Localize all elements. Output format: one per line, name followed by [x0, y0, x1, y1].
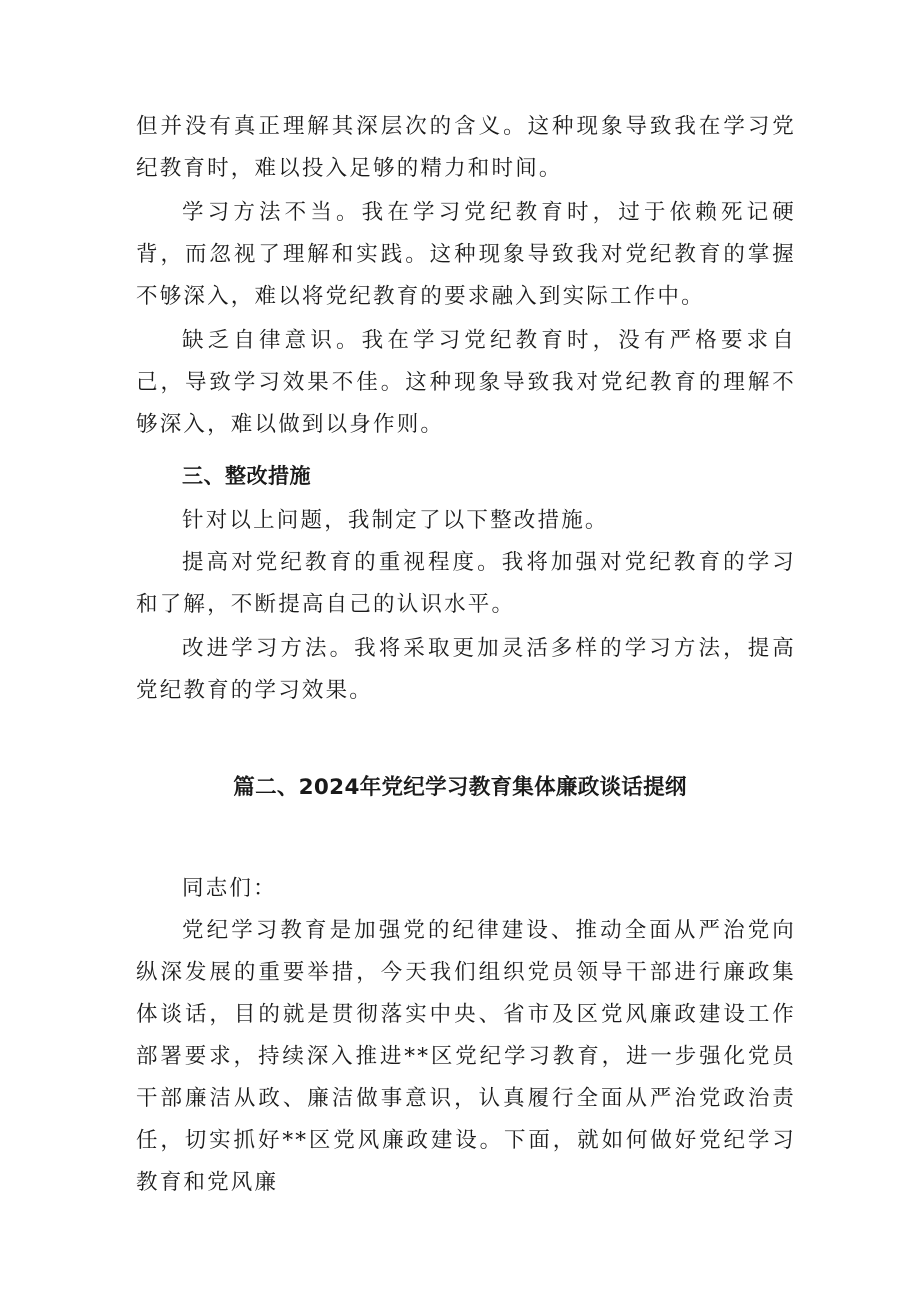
paragraph-rectification-intro: 针对以上问题，我制定了以下整改措施。	[182, 508, 609, 533]
salutation: 同志们：	[182, 876, 277, 901]
article-title: 篇二、2024年党纪学习教育集体廉政谈话提纲	[233, 775, 687, 800]
paragraph-improper-method: 学习方法不当。我在学习党纪教育时，过于依赖死记硬背，而忽视了理解和实践。这种现象导致我对党纪教育的掌握不够深入，难以将党纪教育的要求融入到实际工作中。	[136, 200, 796, 309]
paragraph-measure-method: 改进学习方法。我将采取更加灵活多样的学习方法，提高党纪教育的学习效果。	[136, 636, 796, 703]
paragraph-continuation: 但并没有真正理解其深层次的含义。这种现象导致我在学习党纪教育时，难以投入足够的精力和时间。	[136, 114, 796, 181]
paragraph-talk-body: 党纪学习教育是加强党的纪律建设、推动全面从严治党向纵深发展的重要举措，今天我们组织党员领导干部进行廉政集体谈话，目的就是贯彻落实中央、省市及区党风廉政建设工作部署要求，持续深入推进**区党纪学习教育，进一步强化党员干部廉洁从政、廉洁做事意识，认真履行全面从严治党政治责任，切实抓好**区党风廉政建设。下面，就如何做好党纪学习教育和党风廉	[136, 918, 796, 1195]
section-heading-rectification: 三、整改措施	[182, 464, 311, 488]
paragraph-measure-importance: 提高对党纪教育的重视程度。我将加强对党纪教育的学习和了解，不断提高自己的认识水平。	[136, 550, 796, 617]
paragraph-lack-self-discipline: 缺乏自律意识。我在学习党纪教育时，没有严格要求自己，导致学习效果不佳。这种现象导致我对党纪教育的理解不够深入，难以做到以身作则。	[136, 328, 796, 437]
